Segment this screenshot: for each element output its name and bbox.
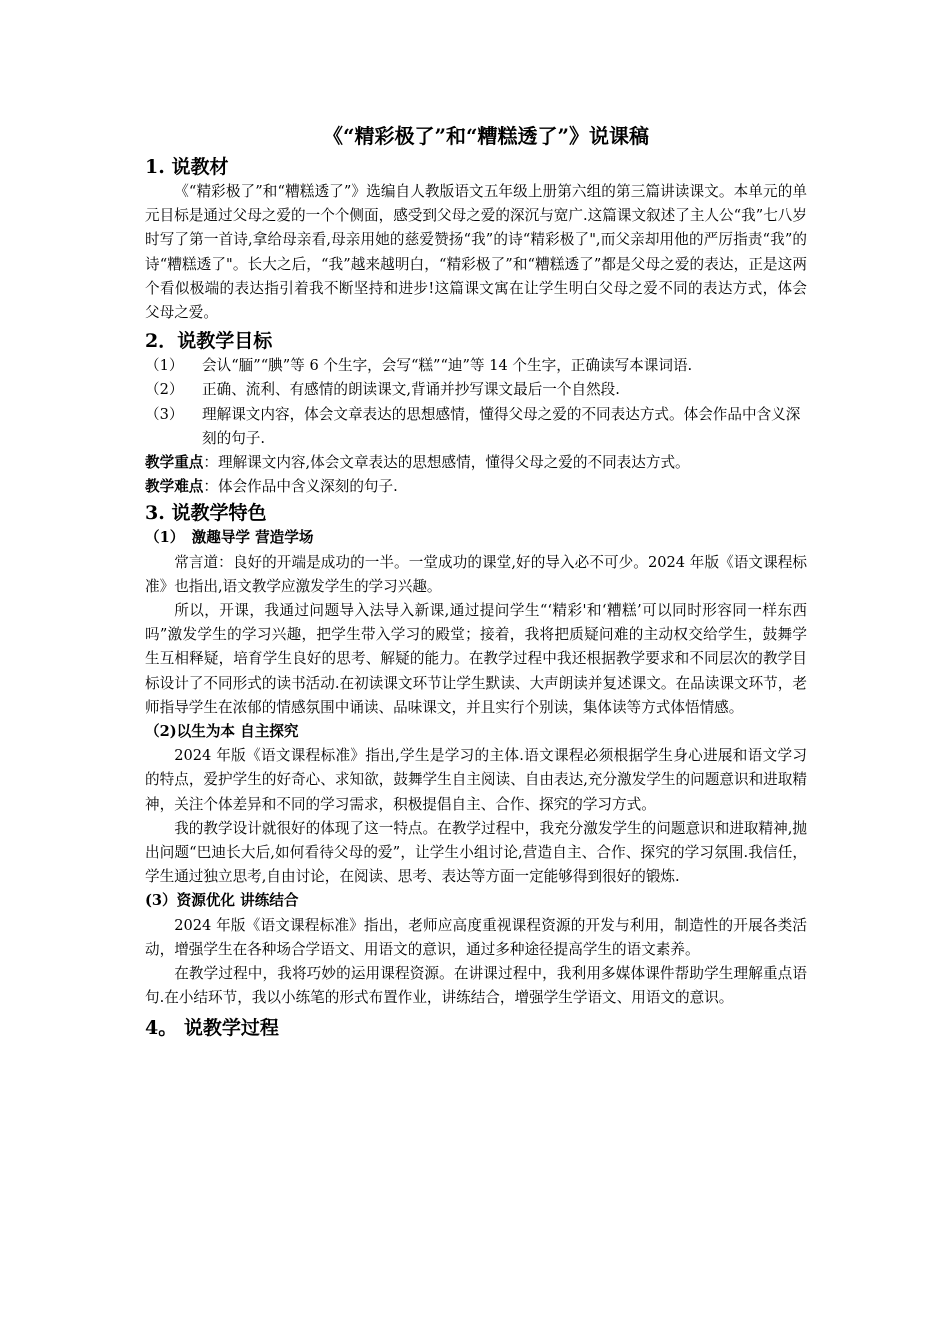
teaching-key-point [145, 451, 807, 475]
feature-subheading: （1） 激趣导学 营造学场 [145, 529, 314, 547]
teaching-difficulty [145, 475, 807, 499]
section-heading-textbook: 1. 说教材 [145, 156, 229, 178]
objective-text: 会认“腼”“腆”等 6 个生字，会写“糕”“迪”等 14 个生字，正确读写本课词语. [202, 357, 693, 375]
document-page [145, 118, 807, 1041]
section-heading-process: 4。 说教学过程 [145, 1016, 279, 1039]
document-title: 《“精彩极了”和“糟糕透了”》说课稿 [322, 124, 649, 148]
feature-paragraph: 在教学过程中，我将巧妙的运用课程资源。在讲课过程中，我利用多媒体课件帮助学生理解重点语句.在小结环节，我以小练笔的形式布置作业，讲练结合，增强学生学语文、用语文的意识。 [145, 965, 807, 1007]
difficulty-text: ：体会作品中含义深刻的句子. [203, 478, 398, 496]
objective-number: （3） [145, 405, 184, 423]
objective-number: （2） [145, 381, 184, 399]
feature-paragraph: 2024 年版《语文课程标准》指出,学生是学习的主体.语文课程必须根据学生身心进展和语文学习的特点，爱护学生的好奇心、求知欲，鼓舞学生自主阅读、自由表达,充分激发学生的问题意识和进取精神，关注个体差异和不同的学习需求，积极提倡自主、合作、探究的学习方式。 [145, 747, 807, 813]
section-heading-features: 3. 说教学特色 [145, 502, 267, 525]
objective-number: （1） [145, 357, 184, 375]
key-point-label: 教学重点 [145, 454, 204, 472]
objective-text: 理解课文内容，体会文章表达的思想感情，懂得父母之爱的不同表达方式。体会作品中含义深刻的句子. [202, 405, 801, 447]
objective-text: 正确、流利、有感情的朗读课文,背诵并抄写课文最后一个自然段. [202, 381, 620, 399]
objective-item [145, 354, 807, 378]
section-heading-objectives: 2．说教学目标 [145, 330, 273, 353]
feature-paragraph: 所以，开课，我通过问题导入法导入新课,通过提问学生“‘精彩'和‘糟糕’可以同时形容同一样东西吗”激发学生的学习兴趣，把学生带入学习的殿堂；接着，我将把质疑问难的主动权交给学生，鼓舞学生互相释疑，培育学生良好的思考、解疑的能力。在教学过程中我还根据教学要求和不同层次的教学目标设计了不同形式的读书活动.在初读课文环节让学生默读、大声朗读并复述课文。在品读课文环节，老师指导学生在浓郁的情感氛围中诵读、品味课文，并且实行个别读，集体读等方式体悟情感。 [145, 602, 807, 716]
objective-item [145, 378, 807, 402]
feature-paragraph: 我的教学设计就很好的体现了这一特点。在教学过程中，我充分激发学生的问题意识和进取精神,抛出问题“巴迪长大后,如何看待父母的爱”，让学生小组讨论,营造自主、合作、探究的学习氛围.我信任，学生通过独立思考,自由讨论，在阅读、思考、表达等方面一定能够得到很好的锻炼. [145, 819, 807, 886]
key-point-text: ：理解课文内容,体会文章表达的思想感情，懂得父母之爱的不同表达方式。 [203, 454, 690, 472]
objective-item [145, 403, 807, 451]
difficulty-label: 教学难点 [145, 478, 204, 496]
feature-paragraph: 2024 年版《语文课程标准》指出，老师应高度重视课程资源的开发与利用，制造性的开展各类活动，增强学生在各种场合学语文、用语文的意识，通过多种途径提高学生的语文素养。 [145, 916, 807, 958]
feature-subheading: （2)以生为本 自主探究 [145, 723, 299, 741]
feature-paragraph: 常言道：良好的开端是成功的一半。一堂成功的课堂,好的导入必不可少。2024 年版《语文课程标准》也指出,语文教学应激发学生的学习兴趣。 [145, 553, 807, 595]
textbook-paragraph: 《“精彩极了”和“糟糕透了”》选编自人教版语文五年级上册第六组的第三篇讲读课文。本单元的单元目标是通过父母之爱的一个个侧面，感受到父母之爱的深沉与宽广.这篇课文叙述了主人公“我”七八岁时写了第一首诗,拿给母亲看,母亲用她的慈爱赞扬“我”的诗“精彩极了",而父亲却用他的严厉指责“我”的诗“糟糕透了"。长大之后，“我”越来越明白，“精彩极了”和“糟糕透了”都是父母之爱的表达，正是这两个看似极端的表达指引着我不断坚持和进步!这篇课文寓在让学生明白父母之爱不同的表达方式，体会父母之爱。 [145, 183, 807, 322]
feature-subheading: (3）资源优化 讲练结合 [145, 892, 299, 910]
